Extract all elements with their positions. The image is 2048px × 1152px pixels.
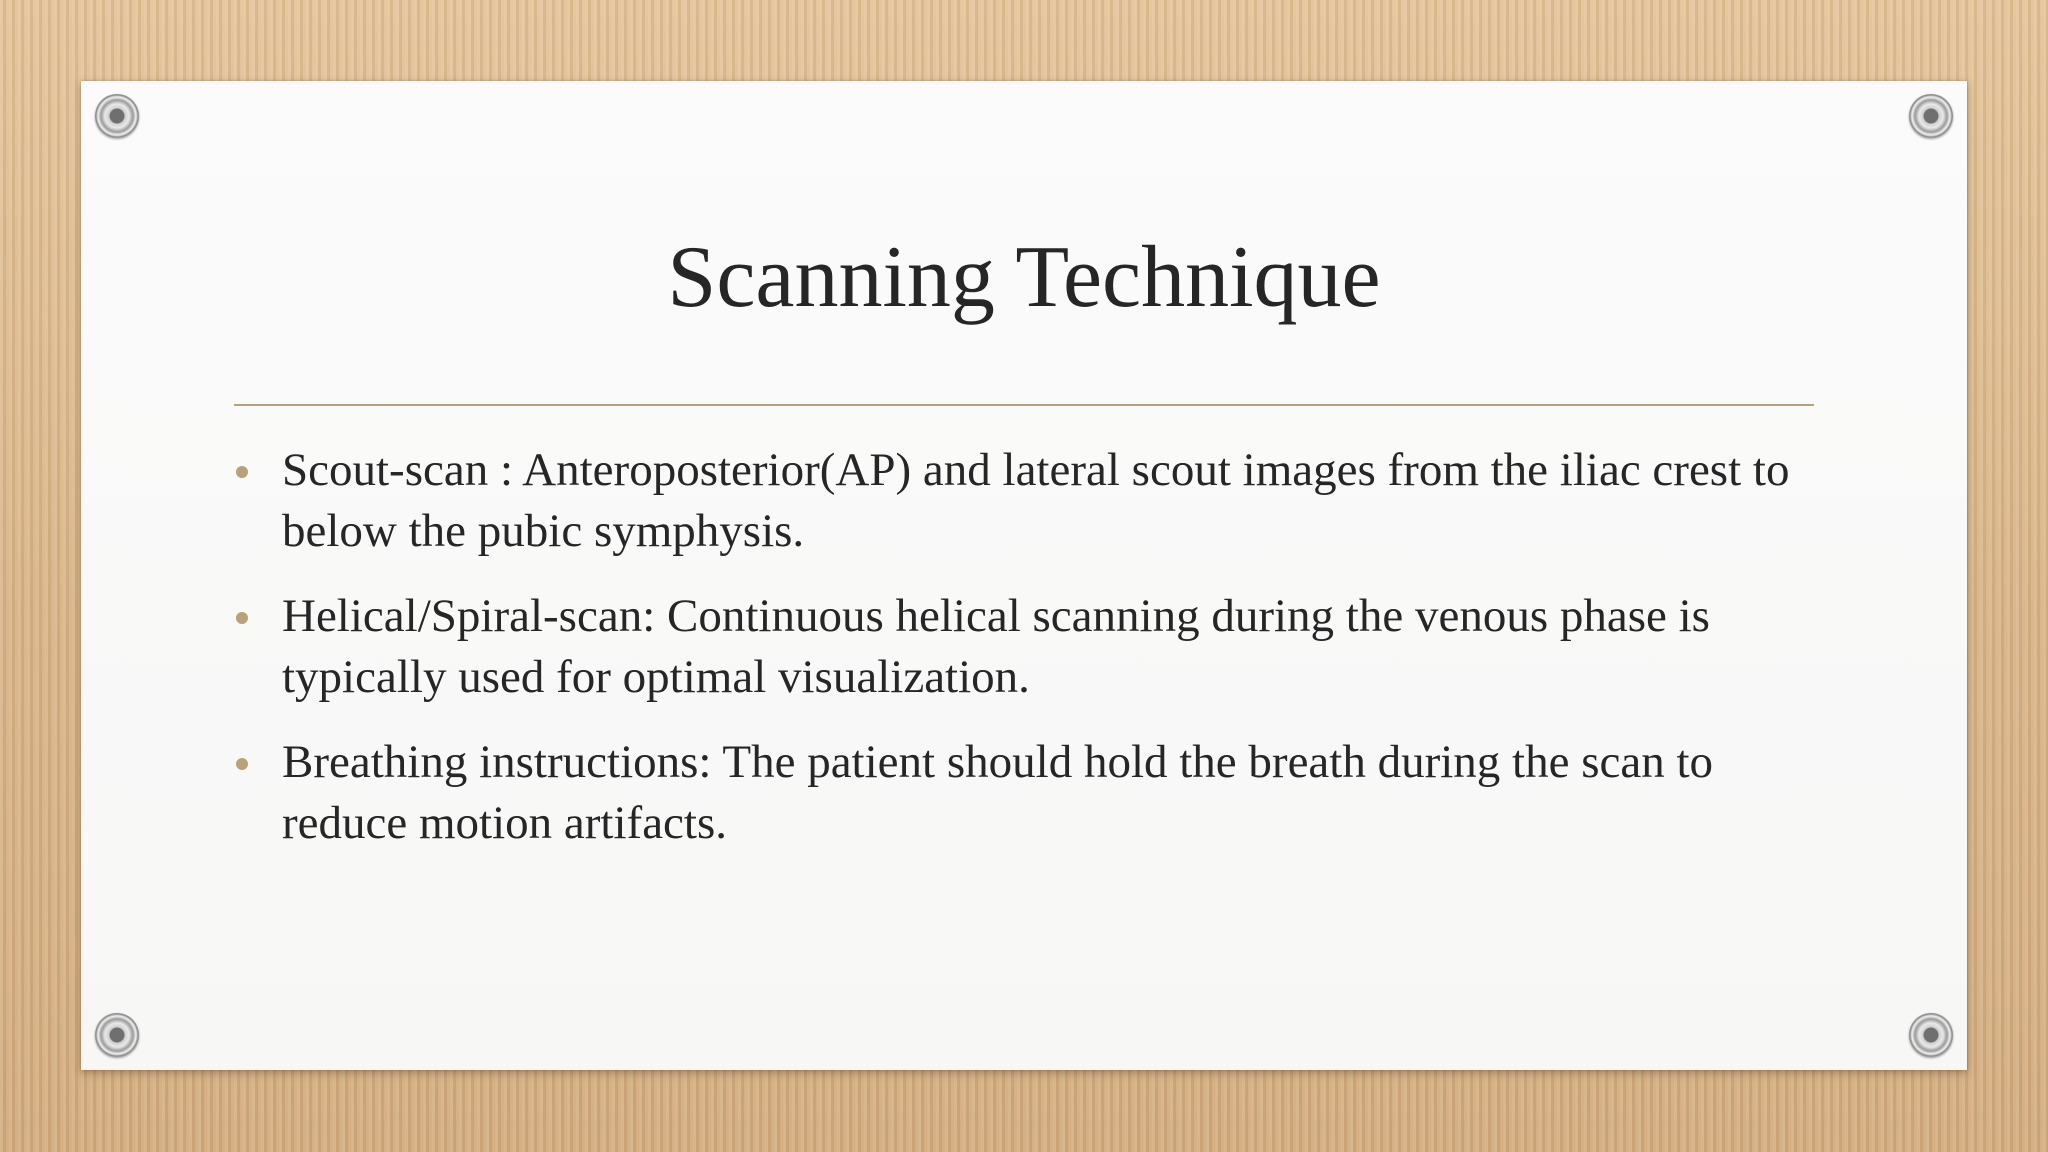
bullet-dot-icon <box>236 758 248 770</box>
slide-title: Scanning Technique <box>667 229 1381 326</box>
grommet-icon <box>95 1013 139 1057</box>
title-divider <box>234 404 1814 406</box>
grommet-icon <box>95 94 139 138</box>
bullet-item <box>234 440 1824 562</box>
bullet-text: Scout-scan : Anteroposterior(AP) and lateral scout images from the iliac crest to below the pubic symphysis. <box>282 444 1790 557</box>
bullet-dot-icon <box>236 612 248 624</box>
bullet-text: Breathing instructions: The patient should hold the breath during the scan to reduce motion artifacts. <box>282 736 1714 849</box>
grommet-icon <box>1909 1013 1953 1057</box>
bullet-item <box>234 586 1824 708</box>
bullet-list <box>234 440 1824 878</box>
bullet-text: Helical/Spiral-scan: Continuous helical scanning during the venous phase is typically used for optimal visualization. <box>282 590 1710 703</box>
bullet-item <box>234 732 1824 854</box>
grommet-icon <box>1909 94 1953 138</box>
bullet-dot-icon <box>236 466 248 478</box>
